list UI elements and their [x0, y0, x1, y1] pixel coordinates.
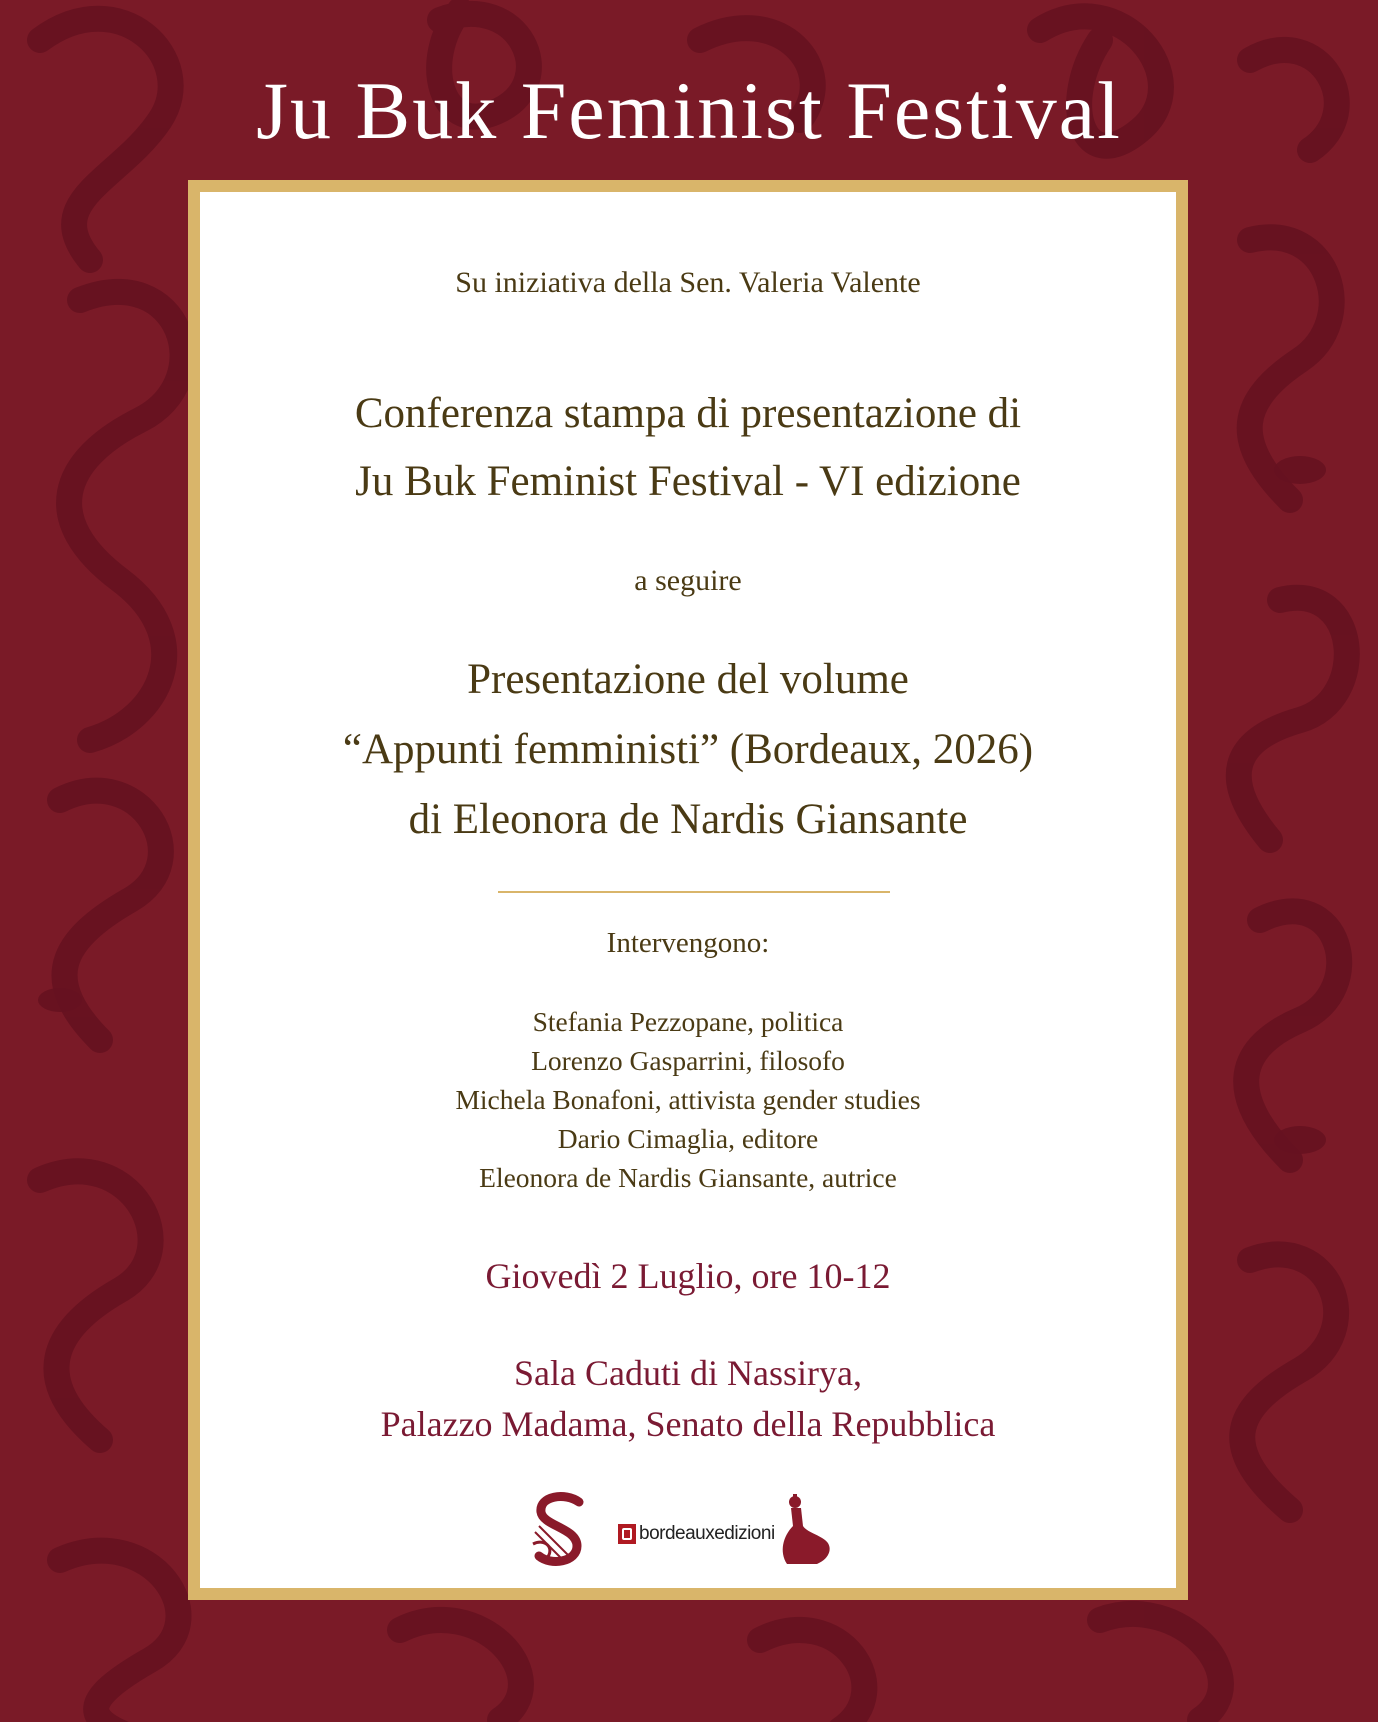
invitation-card [200, 192, 1176, 1588]
festival-title: Ju Buk Feminist Festival [256, 65, 1122, 156]
speaker-item: Michela Bonafoni, attivista gender studies [455, 1084, 921, 1115]
speaker-item: Eleonora de Nardis Giansante, autrice [479, 1162, 897, 1193]
follow-text: a seguire [634, 564, 742, 597]
senate-s-logo-icon [525, 1492, 597, 1568]
speakers-label: Intervengono: [606, 927, 770, 959]
intro-line: Su iniziativa della Sen. Valeria Valente [455, 266, 921, 299]
venue-line: Palazzo Madama, Senato della Repubblica [380, 1404, 996, 1444]
book-line: “Appunti femministi” (Bordeaux, 2026) [342, 726, 1034, 773]
book-presentation [200, 645, 1176, 855]
conference-line: Ju Buk Feminist Festival - VI edizione [355, 458, 1021, 505]
book-line: di Eleonora de Nardis Giansante [408, 796, 968, 843]
publisher-name: bordeauxedizioni [639, 1523, 775, 1544]
publisher-logo [618, 1522, 775, 1546]
speaker-item: Dario Cimaglia, editore [557, 1123, 819, 1154]
conference-line: Conferenza stampa di presentazione di [354, 390, 1022, 437]
book-line: Presentazione del volume [467, 656, 909, 703]
conference-heading [200, 380, 1176, 516]
event-date: Giovedì 2 Luglio, ore 10-12 [485, 1256, 891, 1296]
publisher-mark-icon [618, 1524, 636, 1544]
gold-frame [188, 180, 1188, 1600]
speaker-item: Lorenzo Gasparrini, filosofo [531, 1045, 845, 1076]
event-venue [200, 1348, 1176, 1450]
divider [498, 891, 890, 893]
dancer-silhouette-icon [773, 1492, 833, 1568]
venue-line: Sala Caduti di Nassirya, [514, 1353, 862, 1393]
speaker-item: Stefania Pezzopane, politica [532, 1006, 844, 1037]
speakers-list [200, 1002, 1176, 1197]
partner-logos [200, 1492, 1176, 1572]
